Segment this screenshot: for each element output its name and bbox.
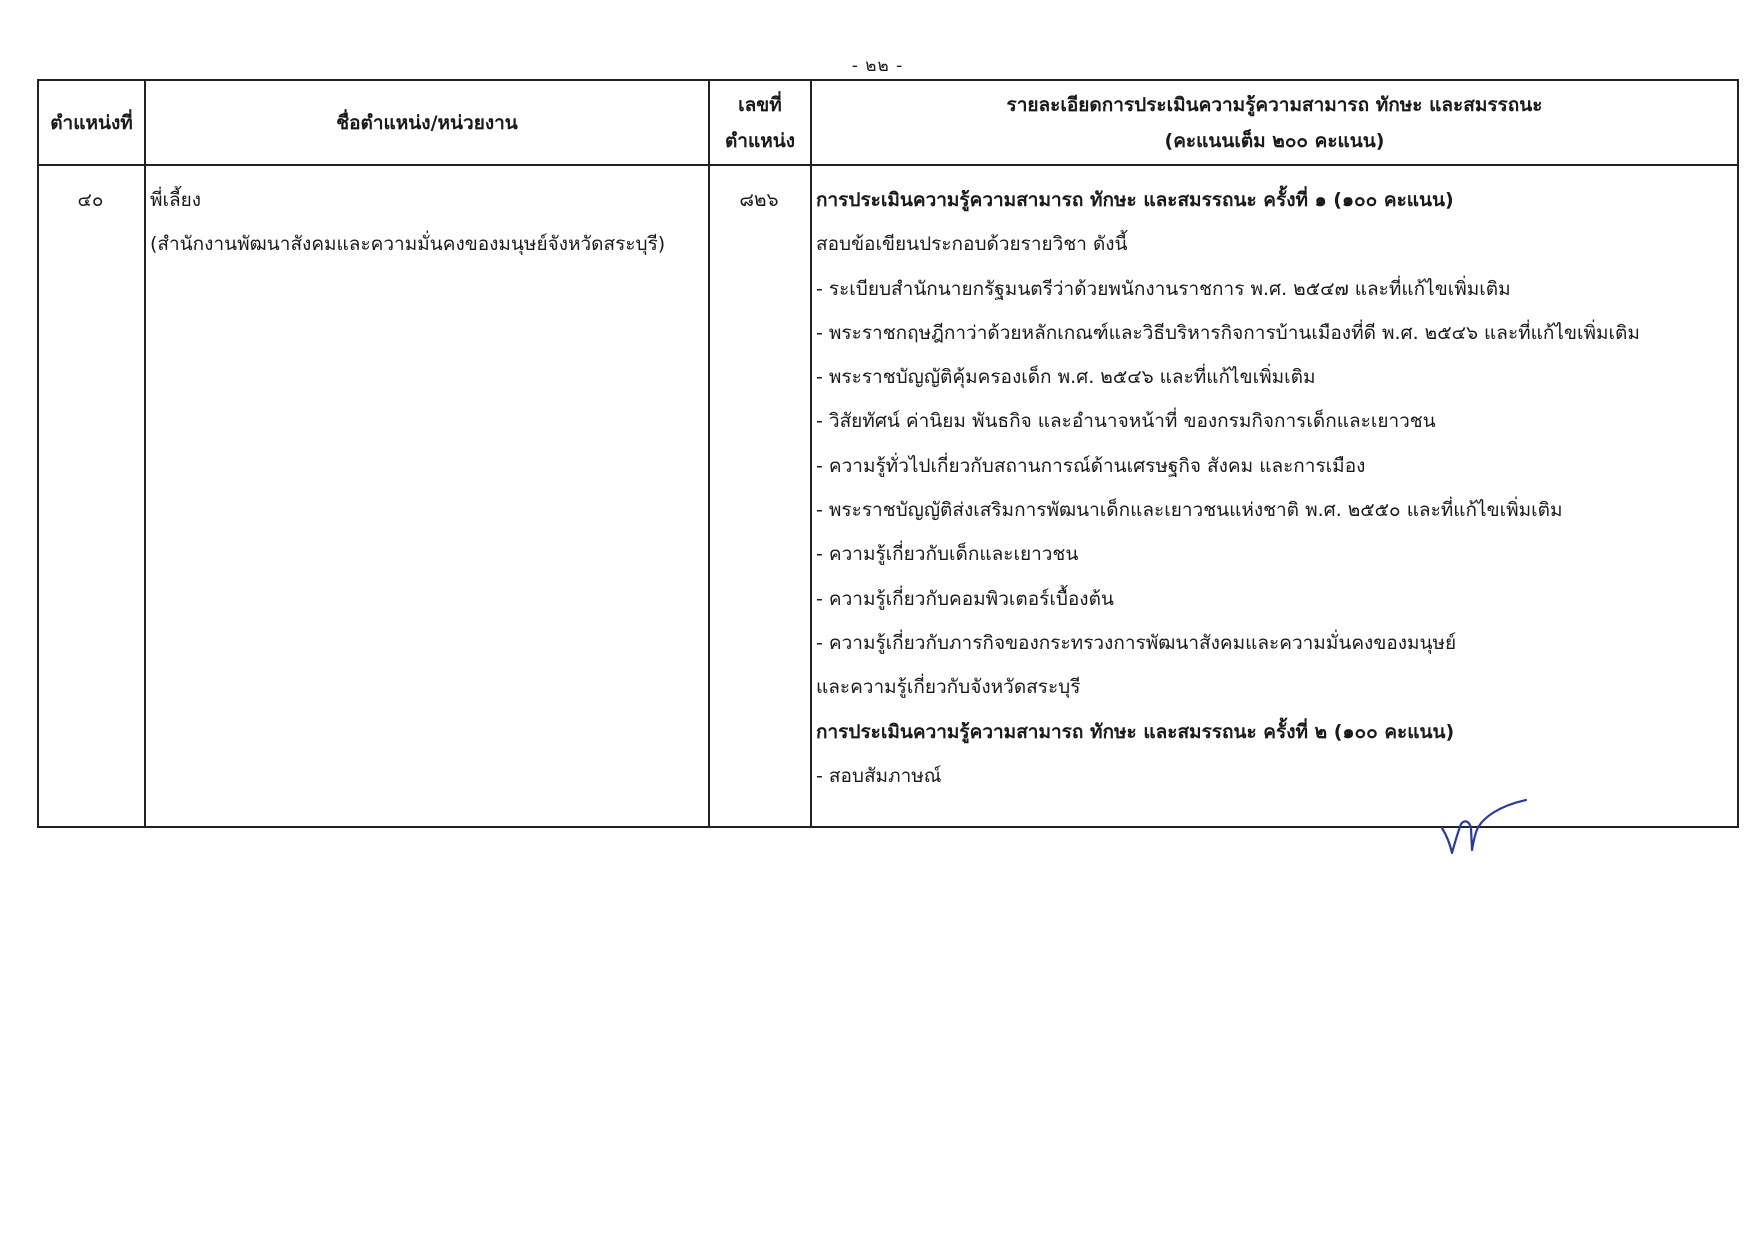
- cell-position-no: ๔๐: [38, 165, 145, 827]
- table-header-row: [38, 80, 1738, 165]
- detail-line: - ความรู้ทั่วไปเกี่ยวกับสถานการณ์ด้านเศรษฐกิจ สังคม และการเมือง: [816, 454, 1366, 477]
- header-details: [811, 80, 1738, 165]
- position-agency: (สำนักงานพัฒนาสังคมและความมั่นคงของมนุษย์จังหวัดสระบุรี): [150, 233, 666, 256]
- detail-line: - วิสัยทัศน์ ค่านิยม พันธกิจ และอำนาจหน้าที่ ของกรมกิจการเด็กและเยาวชน: [816, 410, 1436, 433]
- page-number: - ๒๒ -: [851, 56, 904, 76]
- detail-line: - พระราชบัญญัติคุ้มครองเด็ก พ.ศ. ๒๕๔๖ และที่แก้ไขเพิ่มเติม: [816, 366, 1316, 389]
- detail-line: - พระราชกฤษฎีกาว่าด้วยหลักเกณฑ์และวิธีบริหารกิจการบ้านเมืองที่ดี พ.ศ. ๒๕๔๖ และที่แก้ไขเพิ่มเติม: [816, 321, 1640, 344]
- detail-line: สอบข้อเขียนประกอบด้วยรายวิชา ดังนี้: [816, 233, 1128, 256]
- cell-details: [811, 165, 1738, 827]
- header-position-no: ตำแหน่งที่: [38, 80, 145, 165]
- detail-line: - ความรู้เกี่ยวกับภารกิจของกระทรวงการพัฒนาสังคมและความมั่นคงของมนุษย์: [816, 631, 1457, 654]
- detail-line: และความรู้เกี่ยวกับจังหวัดสระบุรี: [816, 676, 1081, 699]
- header-position-number-line2: ตำแหน่ง: [724, 129, 796, 152]
- detail-line: - ระเบียบสำนักนายกรัฐมนตรีว่าด้วยพนักงานราชการ พ.ศ. ๒๕๔๗ และที่แก้ไขเพิ่มเติม: [816, 277, 1511, 300]
- header-position-name: ชื่อตำแหน่ง/หน่วยงาน: [145, 80, 709, 165]
- position-title: พี่เลี้ยง: [150, 189, 202, 211]
- signature-mark: [1438, 798, 1533, 858]
- assessment-table: [37, 79, 1739, 828]
- detail-line: - พระราชบัญญัติส่งเสริมการพัฒนาเด็กและเยาวชนแห่งชาติ พ.ศ. ๒๕๕๐ และที่แก้ไขเพิ่มเติม: [816, 499, 1563, 522]
- detail-line: - สอบสัมภาษณ์: [816, 764, 942, 787]
- detail-line: - ความรู้เกี่ยวกับเด็กและเยาวชน: [816, 543, 1079, 566]
- header-position-number: [709, 80, 811, 165]
- header-details-line2: (คะแนนเต็ม ๒๐๐ คะแนน): [1164, 129, 1385, 152]
- header-position-number-line1: เลขที่: [738, 93, 782, 116]
- detail-heading-round-1: การประเมินความรู้ความสามารถ ทักษะ และสมรรถนะ ครั้งที่ ๑ (๑๐๐ คะแนน): [816, 189, 1454, 211]
- cell-position-name: [145, 165, 709, 827]
- table-row: [38, 165, 1738, 827]
- detail-heading-round-2: การประเมินความรู้ความสามารถ ทักษะ และสมรรถนะ ครั้งที่ ๒ (๑๐๐ คะแนน): [816, 720, 1455, 743]
- header-details-line1: รายละเอียดการประเมินความรู้ความสามารถ ทักษะ และสมรรถนะ: [1006, 93, 1543, 116]
- cell-position-number: ๘๒๖: [709, 165, 811, 827]
- detail-line: - ความรู้เกี่ยวกับคอมพิวเตอร์เบื้องต้น: [816, 587, 1114, 610]
